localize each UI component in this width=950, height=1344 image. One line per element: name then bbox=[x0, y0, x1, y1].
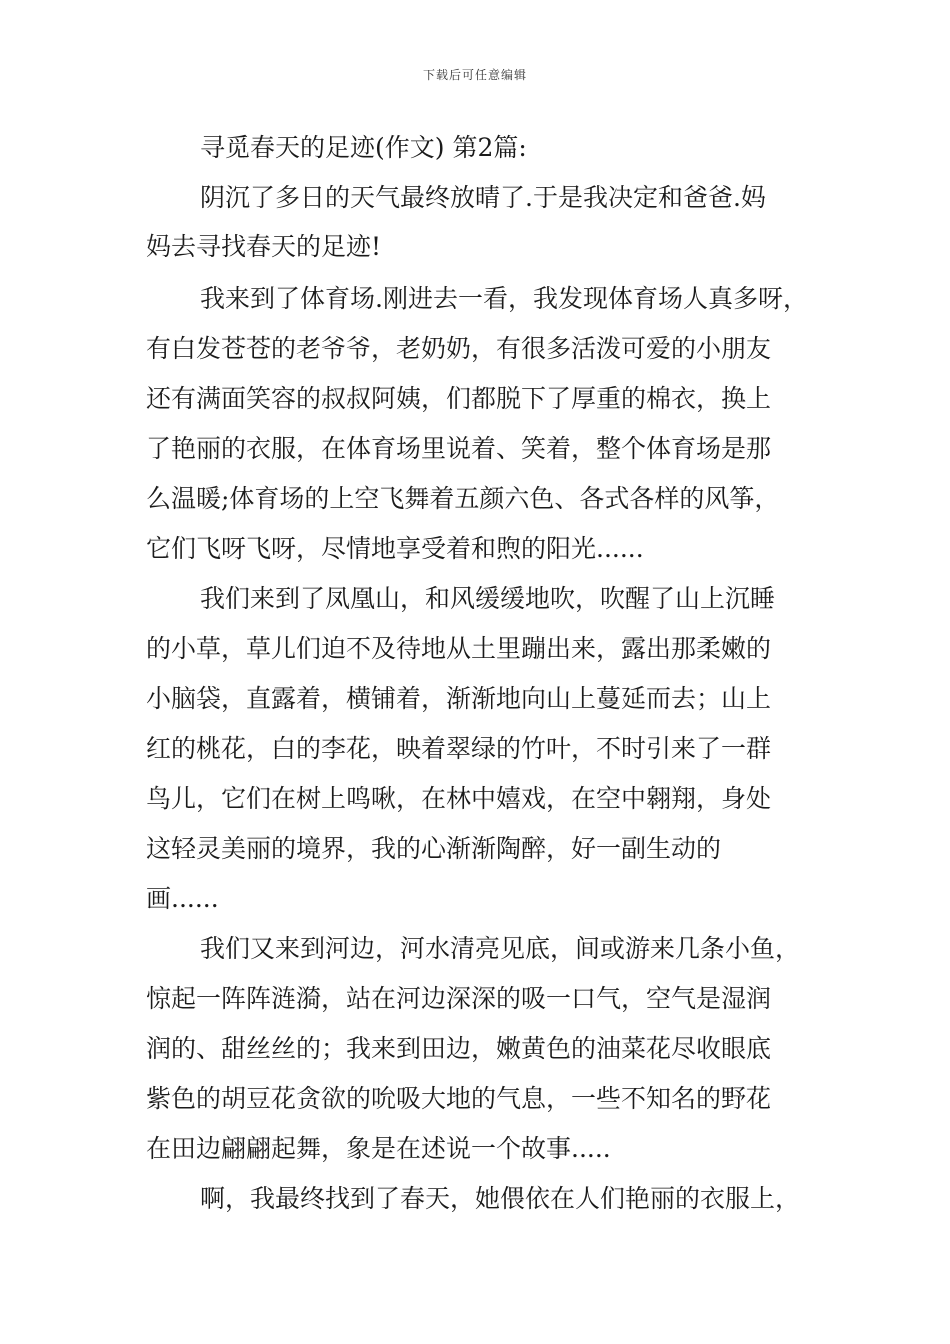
text-line: 我们来到了凤凰山，和风缓缓地吹，吹醒了山上沉睡 bbox=[200, 584, 776, 613]
text-line: 在田边翩翩起舞，象是在述说一个故事..... bbox=[146, 1134, 611, 1163]
text-line: 红的桃花，白的李花，映着翠绿的竹叶，不时引来了一群 bbox=[146, 734, 772, 763]
text-line: 它们飞呀飞呀，尽情地享受着和煦的阳光...... bbox=[146, 534, 644, 563]
text-line: 画...... bbox=[146, 884, 219, 913]
text-line: 啊，我最终找到了春天，她偎依在人们艳丽的衣服上， bbox=[200, 1184, 801, 1213]
text-line: 惊起一阵阵涟漪，站在河边深深的吸一口气，空气是湿润 bbox=[146, 984, 772, 1013]
text-line: 的小草，草儿们迫不及待地从土里蹦出来，露出那柔嫩的 bbox=[146, 634, 772, 663]
text-line: 鸟儿，它们在树上鸣啾，在林中嬉戏，在空中翱翔，身处 bbox=[146, 784, 772, 813]
text-line: 我们又来到河边，河水清亮见底，间或游来几条小鱼， bbox=[200, 934, 801, 963]
text-line: 小脑袋，直露着，横铺着，渐渐地向山上蔓延而去；山上 bbox=[146, 684, 772, 713]
text-line: 有白发苍苍的老爷爷，老奶奶，有很多活泼可爱的小朋友 bbox=[146, 334, 772, 363]
text-line: 润的、甜丝丝的；我来到田边，嫩黄色的油菜花尽收眼底 bbox=[146, 1034, 772, 1063]
text-line: 这轻灵美丽的境界，我的心渐渐陶醉，好一副生动的 bbox=[146, 834, 722, 863]
essay-title: 寻觅春天的足迹(作文) 第2篇: bbox=[200, 133, 527, 162]
text-line: 阴沉了多日的天气最终放晴了.于是我决定和爸爸.妈 bbox=[200, 183, 766, 212]
page-header-note: 下载后可任意编辑 bbox=[422, 68, 527, 82]
text-line: 紫色的胡豆花贪欲的吮吸大地的气息，一些不知名的野花 bbox=[146, 1084, 772, 1113]
text-line: 妈去寻找春天的足迹! bbox=[146, 232, 382, 261]
text-line: 么温暖;体育场的上空飞舞着五颜六色、各式各样的风筝， bbox=[146, 484, 780, 513]
text-line: 还有满面笑容的叔叔阿姨，们都脱下了厚重的棉衣，换上 bbox=[146, 384, 772, 413]
text-line: 我来到了体育场.刚进去一看，我发现体育场人真多呀， bbox=[200, 284, 808, 313]
text-line: 了艳丽的衣服，在体育场里说着、笑着，整个体育场是那 bbox=[146, 434, 772, 463]
